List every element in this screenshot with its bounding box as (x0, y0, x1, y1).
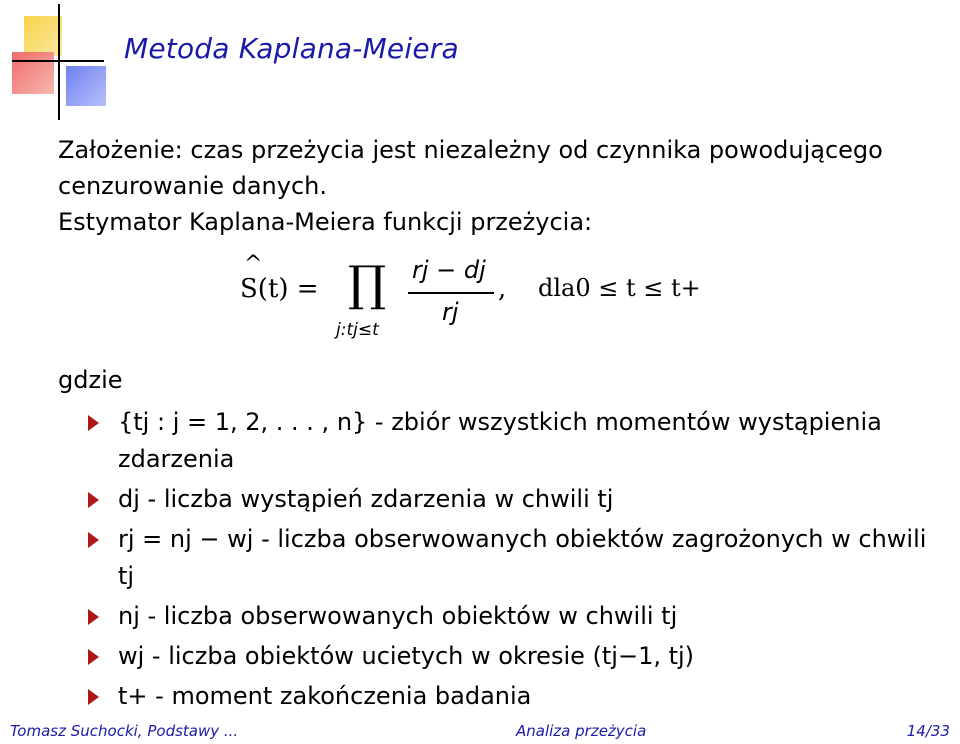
list-item (88, 638, 928, 675)
logo-yellow-square (24, 16, 62, 56)
bullet-triangle-icon (88, 532, 99, 548)
formula-comma: , (498, 274, 507, 304)
slide-title: Metoda Kaplana-Meiera (124, 32, 459, 65)
bullet-triangle-icon (88, 415, 99, 431)
formula-fraction-bar (408, 292, 494, 294)
formula-product-subscript: j:tj≤t (336, 320, 379, 340)
assumption-text: Założenie: czas przeżycia jest niezależny od czynnika powodującego cenzurowanie danych. (58, 136, 883, 200)
list-item-text: rj = nj − wj - liczba obserwowanych obiektów zagrożonych w chwili tj (118, 525, 927, 590)
where-label: gdzie (58, 366, 123, 394)
formula-hat: ^ (244, 252, 263, 277)
formula-lhs (240, 252, 319, 304)
list-item (88, 598, 928, 635)
list-item-text: wj - liczba obiektów ucietych w okresie (tj−1, tj) (118, 642, 695, 670)
list-item-text: dj - liczba wystąpień zdarzenia w chwili tj (118, 485, 614, 513)
formula-numerator: rj − dj (412, 256, 486, 284)
list-item (88, 521, 928, 595)
list-item (88, 481, 928, 518)
footer-page-number: 14/33 (906, 722, 950, 740)
bullet-triangle-icon (88, 492, 99, 508)
definitions-list (88, 404, 928, 718)
estimator-intro: Estymator Kaplana-Meiera funkcji przeżycia: (58, 208, 593, 236)
bullet-triangle-icon (88, 689, 99, 705)
list-item-text: t+ - moment zakończenia badania (118, 682, 532, 710)
beamer-logo (0, 0, 110, 120)
km-formula (240, 254, 760, 354)
logo-horizontal-line (12, 60, 104, 62)
list-item (88, 678, 928, 715)
bullet-triangle-icon (88, 649, 99, 665)
formula-condition: dla0 ≤ t ≤ t+ (538, 274, 701, 302)
logo-blue-square (66, 66, 106, 106)
slide-footer (0, 718, 960, 744)
list-item (88, 404, 928, 478)
logo-vertical-line (58, 4, 60, 120)
formula-denominator: rj (442, 298, 459, 326)
formula-lhs-text: S(t) = (240, 274, 319, 304)
list-item-text: nj - liczba obserwowanych obiektów w chwili tj (118, 602, 678, 630)
footer-author[interactable]: Tomasz Suchocki, Podstawy ... (10, 722, 239, 740)
footer-section[interactable]: Analiza przeżycia (516, 722, 647, 740)
logo-red-square (12, 52, 54, 94)
list-item-text: {tj : j = 1, 2, . . . , n} - zbiór wszystkich momentów wystąpienia zdarzenia (118, 408, 882, 473)
bullet-triangle-icon (88, 609, 99, 625)
formula-product-symbol: ∏ (348, 256, 387, 312)
